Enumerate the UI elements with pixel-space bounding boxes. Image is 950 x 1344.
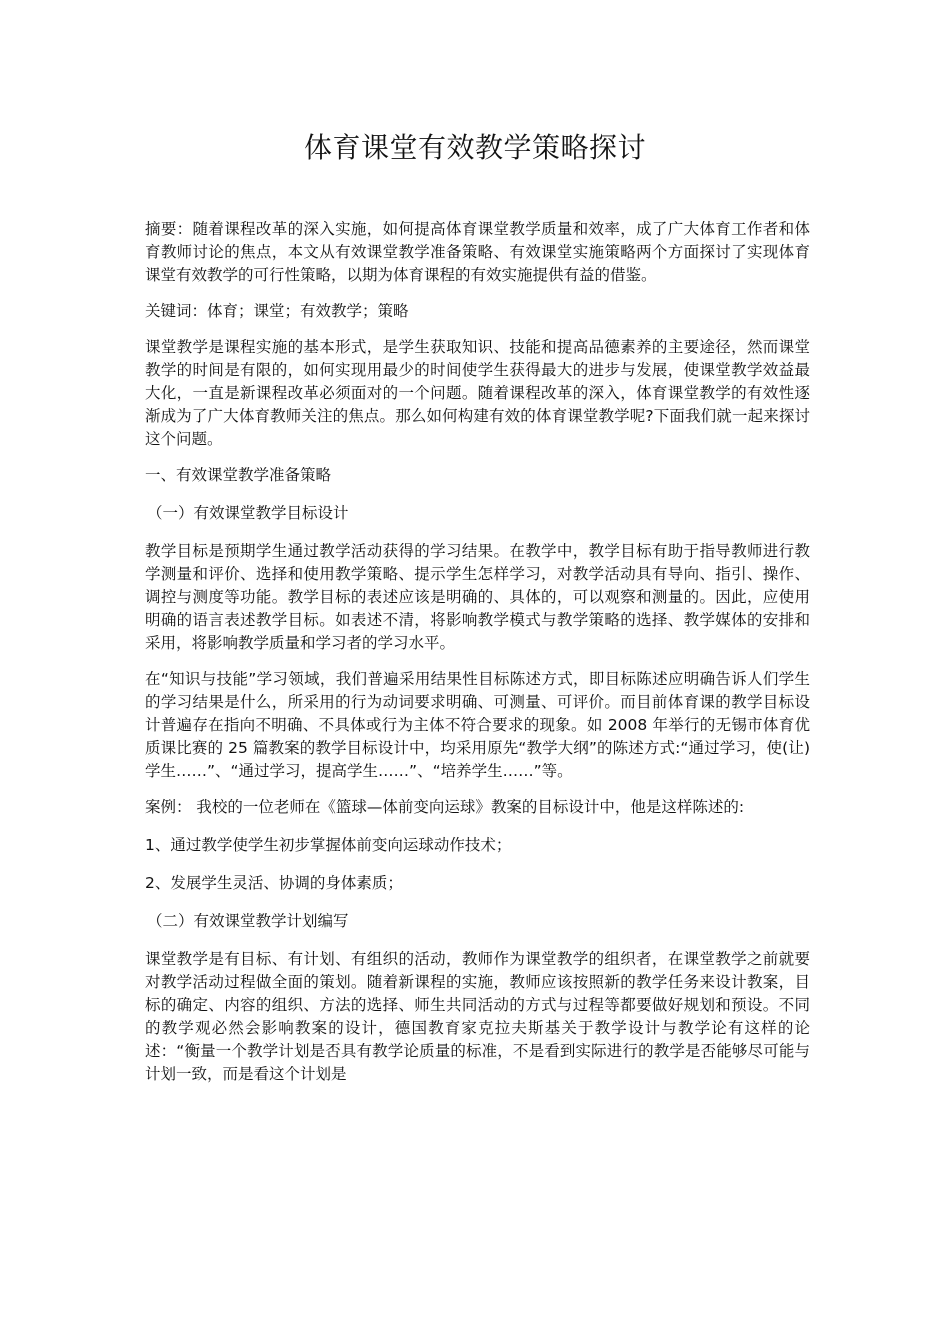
document-body [145,218,810,1099]
section-heading-1: 一、有效课堂教学准备策略 [145,466,332,484]
intro-paragraph: 课堂教学是课程实施的基本形式，是学生获取知识、技能和提高品德素养的主要途径，然而课堂教学的时间是有限的，如何实现用最少的时间使学生获得最大的进步与发展，使课堂教学效益最大化，一直是新课程改革必须面对的一个问题。随着课程改革的深入，体育课堂教学的有效性逐渐成为了广大体育教师关注的焦点。那么如何构建有效的体育课堂教学呢?下面我们就一起来探讨这个问题。 [145,338,810,448]
teaching-plan-paragraph: 课堂教学是有目标、有计划、有组织的活动，教师作为课堂教学的组织者，在课堂教学之前就要对教学活动过程做全面的策划。随着新课程的实施，教师应该按照新的教学任务来设计教案，目标的确定、内容的组织、方法的选择、师生共同活动的方式与过程等都要做好规划和预设。不同的教学观必然会影响教案的设计，德国教育家克拉夫斯基关于教学设计与教学论有这样的论述：“衡量一个教学计划是否具有教学论质量的标准，不是看到实际进行的教学是否能够尽可能与计划一致，而是看这个计划是 [145,950,810,1083]
keywords-line: 关键词：体育；课堂；有效教学；策略 [145,302,409,320]
knowledge-skills-paragraph: 在“知识与技能”学习领域，我们普遍采用结果性目标陈述方式，即目标陈述应明确告诉人们学生的学习结果是什么，所采用的行为动词要求明确、可测量、可评价。而目前体育课的教学目标设计普遍存在指向不明确、不具体或行为主体不符合要求的现象。如 2008 年举行的无锡市体育优质课比赛的 25 篇教案的教学目标设计中，均采用原先“教学大纲”的陈述方式:“通过学习，使(让)学生……”、“通过学习，提高学生……”、“培养学生……”等。 [145,670,810,780]
case-list-item-1: 1、通过教学使学生初步掌握体前变向运球动作技术； [145,836,512,854]
document-title: 体育课堂有效教学策略探讨 [303,131,646,164]
case-list-item-2: 2、发展学生灵活、协调的身体素质； [145,874,403,892]
subsection-heading-1-1: （一）有效课堂教学目标设计 [147,504,349,522]
subsection-heading-1-2: （二）有效课堂教学计划编写 [147,912,349,930]
abstract-paragraph: 摘要：随着课程改革的深入实施，如何提高体育课堂教学质量和效率，成了广大体育工作者和体育教师讨论的焦点，本文从有效课堂教学准备策略、有效课堂实施策略两个方面探讨了实现体育课堂有效教学的可行性策略，以期为体育课程的有效实施提供有益的借鉴。 [145,220,810,284]
goals-paragraph: 教学目标是预期学生通过教学活动获得的学习结果。在教学中，教学目标有助于指导教师进行教学测量和评价、选择和使用教学策略、提示学生怎样学习，对教学活动具有导向、指引、操作、调控与测度等功能。教学目标的表述应该是明确的、具体的，可以观察和测量的。因此，应使用明确的语言表述教学目标。如表述不清，将影响教学模式与教学策略的选择、教学媒体的安排和采用，将影响教学质量和学习者的学习水平。 [145,542,810,652]
case-intro-paragraph: 案例： 我校的一位老师在《篮球—体前变向运球》教案的目标设计中，他是这样陈述的: [145,798,745,816]
